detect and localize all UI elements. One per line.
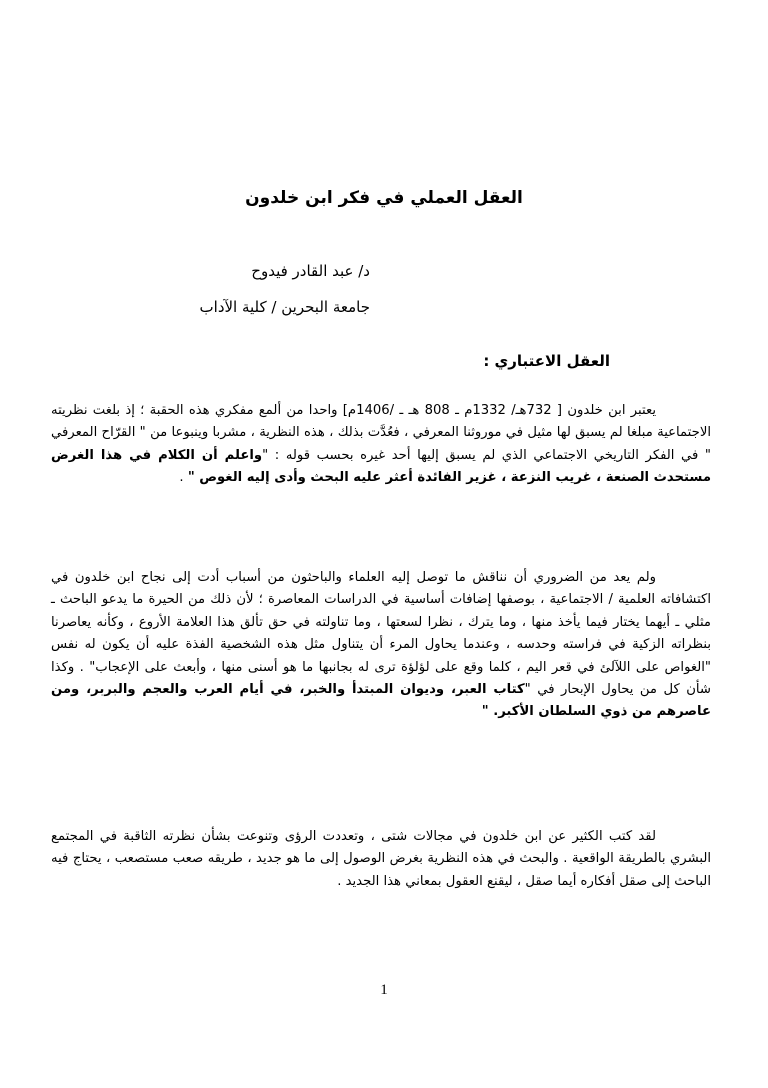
paragraph-2-quote: كتاب العبر، وديوان المبتدأ والخبر، في أيام العرب والعجم والبربر، ومن عاصرهم من ذوي السلطان الأكبر. " <box>51 682 711 720</box>
document-title: العقل العملي في فكر ابن خلدون <box>245 188 523 208</box>
paragraph-1-quote: واعلم أن الكلام في هذا الغرض مستحدث الصنعة ، غريب النزعة ، غزير الفائدة أعثر عليه البحث وأدى إليه الغوص " <box>51 447 711 486</box>
paragraph-3 <box>51 826 711 893</box>
paragraph-2 <box>51 567 711 724</box>
author-name: د/ عبد القادر فيدوح <box>251 262 370 280</box>
author-affiliation: جامعة البحرين / كلية الآداب <box>199 298 370 316</box>
paragraph-1 <box>51 400 711 490</box>
paragraph-1-tail: . <box>179 470 188 486</box>
paragraph-1-text: يعتبر ابن خلدون [ 732هـ/ 1332م ـ 808 هـ ـ /1406م] واحدا من ألمع مفكري هذه الحقبة ؛ إذ بلغت نظريته الاجتماعية مبلغا لم يسبق لها مثيل في موروثنا المعرفي ، فعُدَّت بذلك ، هذه النظرية ، مشربا وينبوعا من " القرّاح المعرفي " في الفكر التاريخي الاجتماعي الذي لم يسبق إليها أحد غيره بحسب قوله : " <box>51 403 712 463</box>
paragraph-3-text: لقد كتب الكثير عن ابن خلدون في مجالات شتى ، وتعددت الرؤى وتنوعت بشأن نظرته الثاقبة في المجتمع البشري بالطريقة الواقعية . والبحث في هذه النظرية بغرض الوصول إلى ما هو جديد ، طريقه صعب مستصعب ، يحتاج فيه الباحث إلى صقل أفكاره أيما صقل ، ليقنع العقول بمعاني هذا الجديد . <box>51 829 711 889</box>
page-number: 1 <box>380 982 388 998</box>
paragraph-2-text: ولم يعد من الضروري أن نناقش ما توصل إليه العلماء والباحثون من أسباب أدت إلى نجاح ابن خلدون في اكتشافاته العلمية / الاجتماعية ، بوصفها إضافات أساسية في الدراسات المعاصرة ؛ لأن ذلك من الحيرة ما يدعو الباحث ـ مثلي ـ أيهما يختار فيما يأخذ منها ، وما يترك ، نظرا لسعتها ، وما تناولته في حق تألق هذا العلامة الأروع ، وكأنه يعاصرنا بنظراته الزكية في فراسته وحدسه ، وعندما يحاول المرء أن يتناول مثل هذه الشخصية الفذة عليه أن يكون له نفس "الغواص على اللآلئ في قعر اليم ، كلما وقع على لؤلؤة ترى له بجانبها ما هو أسنى منها ، وأبعث على الإعجاب" . وكذا شأن كل من يحاول الإبحار في " <box>51 570 711 698</box>
section-heading: العقل الاعتباري : <box>483 352 610 370</box>
